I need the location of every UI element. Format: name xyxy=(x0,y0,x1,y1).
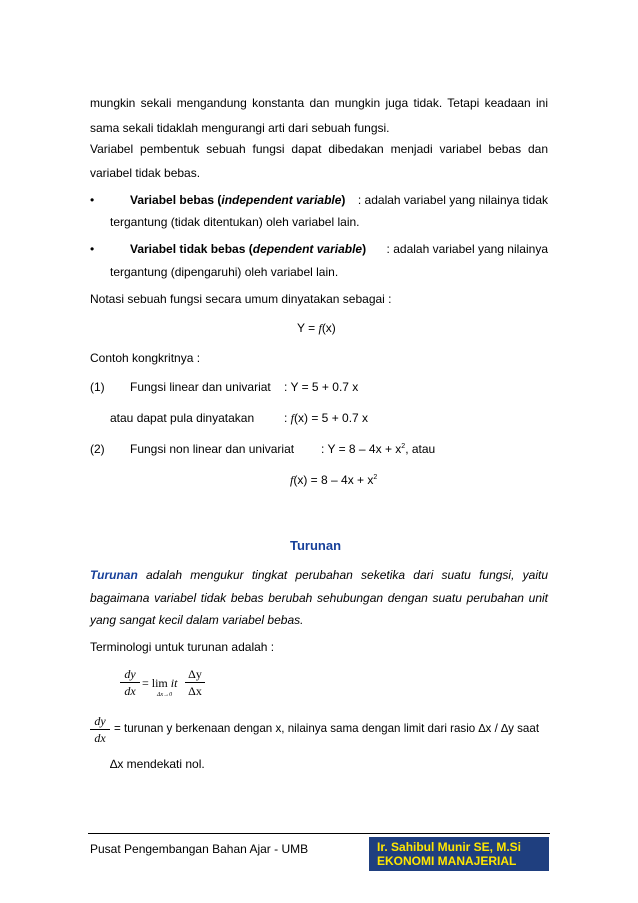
explanation-dx: dx xyxy=(94,731,106,745)
bullet-1-term: Variabel bebas xyxy=(130,193,215,207)
paragraph-2-line-1: Variabel pembentuk sebuah fungsi dapat dibedakan menjadi variabel bebas dan xyxy=(90,142,548,156)
example-2-exponent: 2 xyxy=(401,443,406,450)
paragraph-2-line-2: variabel tidak bebas. xyxy=(90,166,201,180)
footer-divider xyxy=(88,833,550,834)
example-1-number: (1) xyxy=(90,380,105,394)
example-1b-f: f xyxy=(290,411,295,425)
footer-author-box xyxy=(369,837,549,871)
example-1b-colon: : xyxy=(284,411,291,425)
definition-term: Turunan xyxy=(90,568,138,582)
limit-dy-dx-fraction xyxy=(120,667,140,698)
example-2-expr: : Y = 8 – 4x + x xyxy=(321,442,402,456)
example-1-label: Fungsi linear dan univariat xyxy=(130,380,271,394)
examples-intro: Contoh kongkritnya : xyxy=(90,351,201,365)
bullet-1-term-en: independent variable xyxy=(221,193,342,207)
explanation-line-1: = turunan y berkenaan dengan x, nilainya sama dengan limit dari rasio ∆x / ∆y saat xyxy=(114,722,540,735)
limit-delta-x: Δx xyxy=(188,684,202,698)
paragraph-1-line-1: mungkin sekali mengandung konstanta dan mungkin juga tidak. Tetapi keadaan ini xyxy=(90,96,548,110)
footer-left-text: Pusat Pengembangan Bahan Ajar - UMB xyxy=(90,842,309,856)
footer-course: EKONOMI MANAJERIAL xyxy=(377,854,517,868)
example-1b-label: atau dapat pula dinyatakan xyxy=(110,411,255,425)
explanation-line-2: ∆x mendekati nol. xyxy=(110,757,205,771)
section-heading: Turunan xyxy=(290,538,342,553)
bullet-2-symbol: • xyxy=(90,242,95,256)
paragraph-1-line-2: sama sekali tidaklah mengurangi arti dari sebuah fungsi. xyxy=(90,121,390,135)
limit-subscript: Δx→0 xyxy=(157,692,173,698)
limit-equals-lim: = lim xyxy=(142,676,168,690)
example-2b-formula xyxy=(290,473,377,488)
notation-formula xyxy=(297,321,336,336)
example-2b-f: f xyxy=(290,473,294,487)
notation-intro: Notasi sebuah fungsi secara umum dinyatakan sebagai : xyxy=(90,292,392,306)
example-2-number: (2) xyxy=(90,442,105,456)
bullet-2-line-2: tergantung (dipengaruhi) oleh variabel lain. xyxy=(110,265,339,279)
bullet-1-paren-open: ( xyxy=(214,193,222,207)
example-2b-expr: (x) = 8 – 4x + x xyxy=(293,473,374,487)
bullet-1-paren-close: ) xyxy=(341,193,346,207)
example-2b-exponent: 2 xyxy=(373,474,378,481)
example-2-formula xyxy=(321,442,435,456)
explanation-dy: dy xyxy=(90,714,110,730)
example-1b-expr: (x) = 5 + 0.7 x xyxy=(294,411,369,425)
terminology-intro: Terminologi untuk turunan adalah : xyxy=(90,640,275,654)
notation-formula-rhs: (x) xyxy=(321,321,336,335)
bullet-2-term: Variabel tidak bebas xyxy=(130,242,246,256)
bullet-1-symbol: • xyxy=(90,193,95,207)
definition-line-1 xyxy=(90,568,548,582)
example-1-formula: : Y = 5 + 0.7 x xyxy=(284,380,359,394)
bullet-1-line-2: tergantung (tidak ditentukan) oleh variabel lain. xyxy=(110,215,360,229)
bullet-1-line-1 xyxy=(130,193,548,207)
definition-line-2: bagaimana variabel tidak bebas berubah sehubungan dengan suatu perubahan unit xyxy=(90,591,548,605)
limit-dx: dx xyxy=(124,684,136,698)
bullet-2-paren-close: ) xyxy=(362,242,367,256)
limit-dy: dy xyxy=(120,667,140,683)
limit-delta-fraction xyxy=(185,667,205,698)
limit-operator xyxy=(142,676,177,691)
limit-it: it xyxy=(170,676,178,690)
example-2-tail: , atau xyxy=(405,442,436,456)
explanation-dy-dx-fraction xyxy=(90,714,110,745)
example-2-label: Fungsi non linear dan univariat xyxy=(130,442,295,456)
bullet-1-rest: : adalah variabel yang nilainya tidak xyxy=(357,193,548,207)
example-1b-formula xyxy=(284,411,368,426)
bullet-2-paren-open: ( xyxy=(245,242,253,256)
notation-formula-lhs: Y = xyxy=(297,321,319,335)
footer-author: Ir. Sahibul Munir SE, M.Si xyxy=(377,840,522,854)
definition-line-3: yang sangat kecil dalam variabel bebas. xyxy=(90,613,304,627)
bullet-2-rest: : adalah variabel yang nilainya xyxy=(386,242,548,256)
limit-delta-y: Δy xyxy=(185,667,205,683)
notation-formula-f: f xyxy=(318,321,322,335)
bullet-2-line-1 xyxy=(130,242,548,256)
bullet-2-term-en: dependent variable xyxy=(252,242,363,256)
definition-line-1-text: adalah mengukur tingkat perubahan seketika dari suatu fungsi, yaitu xyxy=(137,568,548,582)
